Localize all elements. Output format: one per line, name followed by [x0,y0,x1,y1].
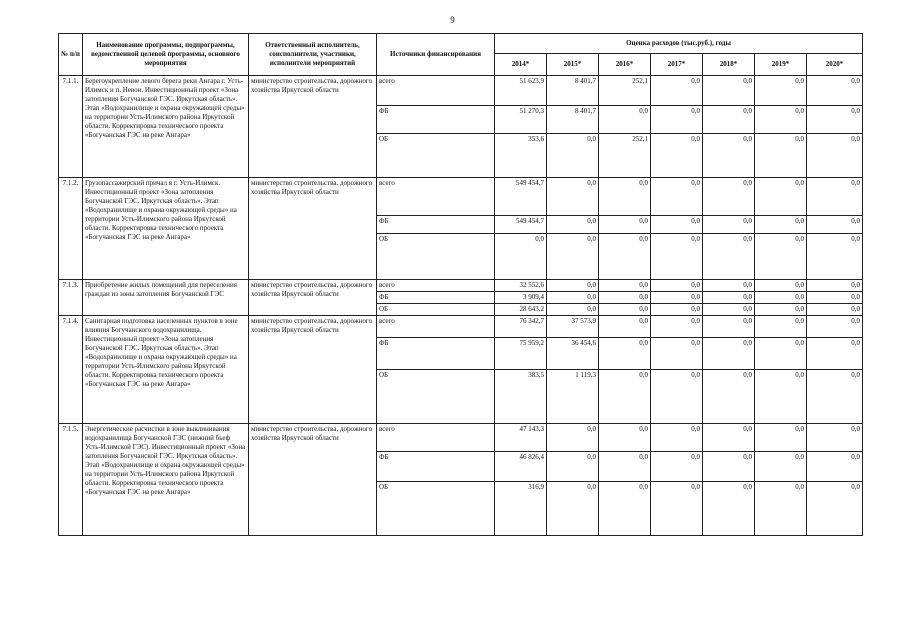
expense-value: 0,0 [547,178,599,216]
expense-value: 0,0 [547,216,599,234]
funding-source: ФБ [377,338,495,370]
expense-value: 0,0 [703,424,755,452]
expense-value: 0,0 [599,106,651,134]
activity-name: Грузопассажирский причал в г. Усть-Илимск. Инвестиционный проект «Зона затопления Богучанской ГЭС. Иркутская область». Этап «Водохранилище и охрана окружающей среды» на территории Усть-Илимского района Иркутской области. Корректировка технического проекта «Богучанская ГЭС на реке Ангара» [83,178,249,280]
expense-value: 0,0 [807,304,863,316]
expense-value: 0,0 [807,370,863,424]
table-body [59,76,863,536]
expense-value: 0,0 [807,234,863,280]
expense-value: 252,1 [599,134,651,178]
expense-value: 0,0 [599,234,651,280]
expense-value: 0,0 [807,216,863,234]
expense-value: 28 643,2 [495,304,547,316]
expense-value: 0,0 [547,304,599,316]
expense-value: 0,0 [703,316,755,338]
funding-source: ФБ [377,452,495,482]
expense-value: 0,0 [807,178,863,216]
expense-value: 0,0 [755,178,807,216]
executor: министерство строительства, дорожного хозяйства Иркутской области [249,76,377,178]
expense-value: 0,0 [599,424,651,452]
expense-value: 0,0 [651,216,703,234]
expense-value: 0,0 [755,292,807,304]
expense-value: 0,0 [703,234,755,280]
expense-value: 0,0 [547,424,599,452]
expense-value: 0,0 [755,280,807,292]
funding-source: всего [377,424,495,452]
funding-source: всего [377,280,495,292]
expense-value: 0,0 [651,292,703,304]
funding-source: ОБ [377,370,495,424]
expense-value: 0,0 [755,234,807,280]
funding-source: всего [377,76,495,106]
expense-value: 0,0 [807,424,863,452]
executor: министерство строительства, дорожного хозяйства Иркутской области [249,316,377,424]
expense-value: 51 270,3 [495,106,547,134]
activity-name: Энергетические расчистки в зоне выклинивания водохранилища Богучанской ГЭС (нижний бьеф Усть-Илимской ГЭС). Инвестиционный проект «Зона затопления Богучанской ГЭС. Иркутская область». Этап «Водохранилище и охрана окружающей среды» на территории Усть-Илимского района Иркутской области. Корректировка технического проекта «Богучанская ГЭС на реке Ангара» [83,424,249,536]
expense-value: 0,0 [807,316,863,338]
funding-source: ФБ [377,106,495,134]
expense-value: 0,0 [599,216,651,234]
activity-name: Санитарная подготовка населенных пунктов в зоне влияния Богучанского водохранилища. Инвестиционный проект «Зона затопления Богучанской ГЭС. Иркутская область». Этап «Водохранилище и охрана окружающей среды» на территории Усть-Илимского района Иркутской области. Корректировка технического проекта «Богучанская ГЭС на реке Ангара» [83,316,249,424]
activity-name: Приобретение жилых помещений для переселения граждан из зоны затопления Богучанской ГЭС [83,280,249,316]
executor: министерство строительства, дорожного хозяйства Иркутской области [249,424,377,536]
expense-value: 1 119,3 [547,370,599,424]
expense-value: 549 454,7 [495,178,547,216]
expense-value: 549 454,7 [495,216,547,234]
expense-value: 0,0 [755,482,807,536]
expense-value: 252,1 [599,76,651,106]
expense-value: 0,0 [651,76,703,106]
expense-value: 8 401,7 [547,106,599,134]
table-row [59,280,863,292]
expense-value: 0,0 [703,280,755,292]
expense-value: 0,0 [599,316,651,338]
expense-value: 0,0 [651,106,703,134]
expense-value: 0,0 [703,452,755,482]
header-year: 2018* [703,54,755,76]
expense-value: 0,0 [651,338,703,370]
funding-source: ФБ [377,216,495,234]
expense-value: 0,0 [755,76,807,106]
expense-value: 0,0 [599,452,651,482]
expense-value: 0,0 [807,292,863,304]
header-num: № п/п [59,34,83,76]
expense-value: 0,0 [599,178,651,216]
funding-source: всего [377,316,495,338]
expense-value: 46 826,4 [495,452,547,482]
header-year: 2017* [651,54,703,76]
expense-value: 51 623,9 [495,76,547,106]
executor: министерство строительства, дорожного хозяйства Иркутской области [249,280,377,316]
expenditure-table [58,33,863,536]
header-year: 2014* [495,54,547,76]
expense-value: 0,0 [703,292,755,304]
funding-source: ОБ [377,134,495,178]
expense-value: 0,0 [547,234,599,280]
expense-value: 0,0 [547,134,599,178]
header-executor: Ответственный исполнитель, соисполнители, участники, исполнители мероприятий [249,34,377,76]
header-year: 2015* [547,54,599,76]
expense-value: 3 909,4 [495,292,547,304]
funding-source: ОБ [377,482,495,536]
header-year: 2016* [599,54,651,76]
expense-value: 0,0 [651,452,703,482]
expense-value: 383,5 [495,370,547,424]
expense-value: 47 143,3 [495,424,547,452]
header-row-top [59,34,863,54]
expense-value: 0,0 [703,76,755,106]
table-row [59,76,863,106]
expense-value: 0,0 [651,178,703,216]
row-number: 7.1.5. [59,424,83,536]
expense-value: 0,0 [755,304,807,316]
funding-source: ОБ [377,304,495,316]
funding-source: всего [377,178,495,216]
expense-value: 0,0 [807,482,863,536]
expense-value: 0,0 [495,234,547,280]
expense-value: 75 959,2 [495,338,547,370]
expense-value: 0,0 [703,482,755,536]
header-name: Наименование программы, подпрограммы, ведомственной целевой программы, основного мероприятия [83,34,249,76]
expense-value: 0,0 [755,424,807,452]
expense-value: 0,0 [807,134,863,178]
expense-value: 0,0 [599,482,651,536]
expense-value: 0,0 [547,452,599,482]
expense-value: 0,0 [651,424,703,452]
header-year: 2019* [755,54,807,76]
expense-value: 8 401,7 [547,76,599,106]
expense-value: 0,0 [599,280,651,292]
expense-value: 0,0 [703,178,755,216]
expense-value: 0,0 [755,106,807,134]
expense-value: 0,0 [599,338,651,370]
expense-value: 0,0 [651,482,703,536]
expense-value: 0,0 [807,106,863,134]
expense-value: 76 342,7 [495,316,547,338]
expense-value: 0,0 [599,292,651,304]
table-row [59,316,863,338]
activity-name: Берегоукрепление левого берега реки Ангара г. Усть-Илимск и п. Невон. Инвестиционный проект «Зона затопления Богучанской ГЭС. Иркутская область». Этап «Водохранилище и охрана окружающей среды» на территории Усть-Илимского района Иркутской области. Корректировка технического проекта «Богучанская ГЭС на реке Ангара» [83,76,249,178]
expense-value: 0,0 [703,304,755,316]
expense-value: 0,0 [651,304,703,316]
expense-value: 0,0 [755,134,807,178]
expense-value: 0,0 [807,452,863,482]
expense-value: 0,0 [807,280,863,292]
expense-value: 0,0 [807,76,863,106]
expense-value: 37 573,9 [547,316,599,338]
header-estimate: Оценка расходов (тыс.руб.), годы [495,34,863,54]
expense-value: 0,0 [547,482,599,536]
expense-value: 0,0 [651,234,703,280]
funding-source: ОБ [377,234,495,280]
header-year: 2020* [807,54,863,76]
expense-value: 0,0 [755,452,807,482]
expense-value: 0,0 [703,338,755,370]
row-number: 7.1.3. [59,280,83,316]
table-row [59,178,863,216]
page-number: 9 [450,15,455,25]
expense-value: 353,6 [495,134,547,178]
expense-value: 0,0 [703,370,755,424]
expense-value: 0,0 [651,370,703,424]
row-number: 7.1.2. [59,178,83,280]
expense-value: 0,0 [547,292,599,304]
expense-value: 0,0 [651,316,703,338]
expense-value: 0,0 [755,216,807,234]
expense-value: 0,0 [755,370,807,424]
expense-value: 0,0 [547,280,599,292]
table-row [59,424,863,452]
expense-value: 0,0 [599,370,651,424]
expense-value: 0,0 [651,280,703,292]
header-source: Источники финансирования [377,34,495,76]
expense-value: 0,0 [807,338,863,370]
expense-value: 0,0 [755,316,807,338]
row-number: 7.1.4. [59,316,83,424]
funding-source: ФБ [377,292,495,304]
row-number: 7.1.1. [59,76,83,178]
expense-value: 0,0 [599,304,651,316]
expense-value: 32 552,6 [495,280,547,292]
expense-value: 0,0 [703,216,755,234]
expense-value: 36 454,6 [547,338,599,370]
expense-value: 0,0 [703,134,755,178]
expense-value: 316,9 [495,482,547,536]
expense-value: 0,0 [651,134,703,178]
expense-value: 0,0 [703,106,755,134]
expense-value: 0,0 [755,338,807,370]
executor: министерство строительства, дорожного хозяйства Иркутской области [249,178,377,280]
